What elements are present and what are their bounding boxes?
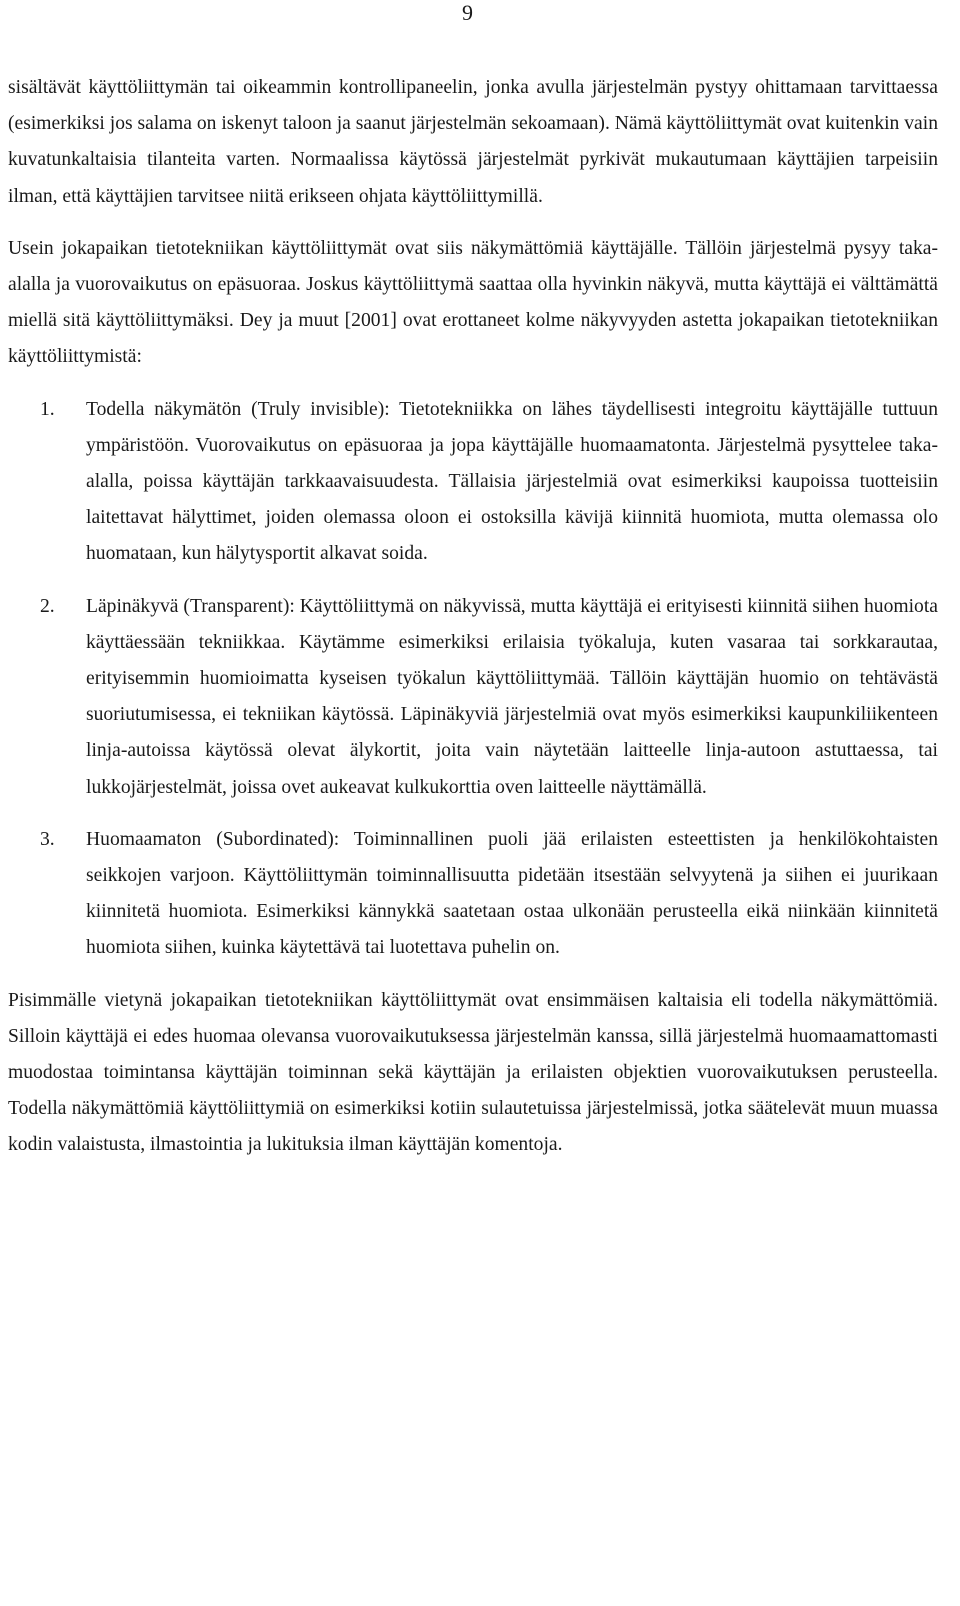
list-item-number: 1. (40, 398, 55, 420)
page-number: 9 (462, 0, 473, 25)
list-item-number: 2. (40, 595, 55, 617)
list-item-text: Läpinäkyvä (Transparent): Käyttöliittymä on näkyvissä, mutta käyttäjä ei erityisesti kiinnitä siihen huomiota käyttäessään tekniikkaa. Käytämme esimerkiksi erilaisia työkaluja, kuten vasaraa tai sorkkarautaa, erityisemmin huomioimatta kyseisen työkalun käyttöliittymää. Tällöin käyttäjän huomio on tehtävästä suoriutumisessa, ei tekniikan käytössä. Läpinäkyviä järjestelmiä ovat myös esimerkiksi kaupunkiliikenteen linja-autoissa käytössä olevat älykortit, joita vain näytetään laitteelle linja-autoon astuttaessa, tai lukkojärjestelmät, joissa ovet aukeavat kulkukorttia oven laitteelle näyttämällä. (86, 595, 938, 798)
list-item (8, 392, 938, 573)
paragraph-intro: sisältävät käyttöliittymän tai oikeammin kontrollipaneelin, jonka avulla järjestelmän pystyy ohittamaan tarvittaessa (esimerkiksi jos salama on iskenyt taloon ja saanut järjestelmän sekoamaan). Nämä käyttöliittymät ovat kuitenkin vain kuvatunkaltaisia tilanteita varten. Normaalissa käytössä järjestelmät pyrkivät mukautumaan käyttäjien tarpeisiin ilman, että käyttäjien tarvitsee niitä erikseen ohjata käyttöliittymillä. (8, 77, 938, 207)
document-body (8, 70, 938, 1164)
visibility-levels-list (8, 392, 938, 967)
list-item (8, 822, 938, 967)
list-item-number: 3. (40, 828, 55, 850)
paragraph-conclusion: Pisimmälle vietynä jokapaikan tietotekniikan käyttöliittymät ovat ensimmäisen kaltaisia eli todella näkymättömiä. Silloin käyttäjä ei edes huomaa olevansa vuorovaikutuksessa järjestelmän kanssa, sillä järjestelmä huomaamattomasti muodostaa toimintansa käyttäjän toiminnan sekä käyttäjän ja erilaisten objektien vuorovaikutuksen perusteella. Todella näkymättömiä käyttöliittymiä on esimerkiksi kotiin sulautetuissa järjestelmissä, jotka säätelevät muun muassa kodin valaistusta, ilmastointia ja lukituksia ilman käyttäjän komentoja. (8, 989, 938, 1156)
list-item-text: Huomaamaton (Subordinated): Toiminnallinen puoli jää erilaisten esteettisten ja henkilökohtaisten seikkojen varjoon. Käyttöliittymän toiminnallisuutta pidetään itsestään selvyytenä ja siihen ei juurikaan kiinnitetä huomiota. Esimerkiksi kännykkä saatetaan ostaa ulkonään perusteella eikä niinkään kiinnitetä huomiota siihen, kuinka käytettävä tai luotettava puhelin on. (86, 828, 938, 959)
list-item (8, 589, 938, 806)
list-item-text: Todella näkymätön (Truly invisible): Tietotekniikka on lähes täydellisesti integroitu käyttäjälle tuttuun ympäristöön. Vuorovaikutus on epäsuoraa ja jopa käyttäjälle huomaamatonta. Järjestelmä pysyttelee taka-alalla, poissa käyttäjän tarkkaavaisuudesta. Tällaisia järjestelmiä ovat esimerkiksi kaupoissa tuotteisiin laitettavat hälyttimet, joiden olemassa oloon ei ostoksilla kävijä kiinnitä huomiota, mutta olemassa olo huomataan, kun hälytysportit alkavat soida. (86, 398, 938, 565)
paragraph-visibility: Usein jokapaikan tietotekniikan käyttöliittymät ovat siis näkymättömiä käyttäjälle. Tällöin järjestelmä pysyy taka-alalla ja vuorovaikutus on epäsuoraa. Joskus käyttöliittymä saattaa olla hyvinkin näkyvä, mutta käyttäjä ei välttämättä miellä sitä käyttöliittymäksi. Dey ja muut [2001] ovat erottaneet kolme näkyvyyden astetta jokapaikan tietotekniikan käyttöliittymistä: (8, 237, 938, 368)
